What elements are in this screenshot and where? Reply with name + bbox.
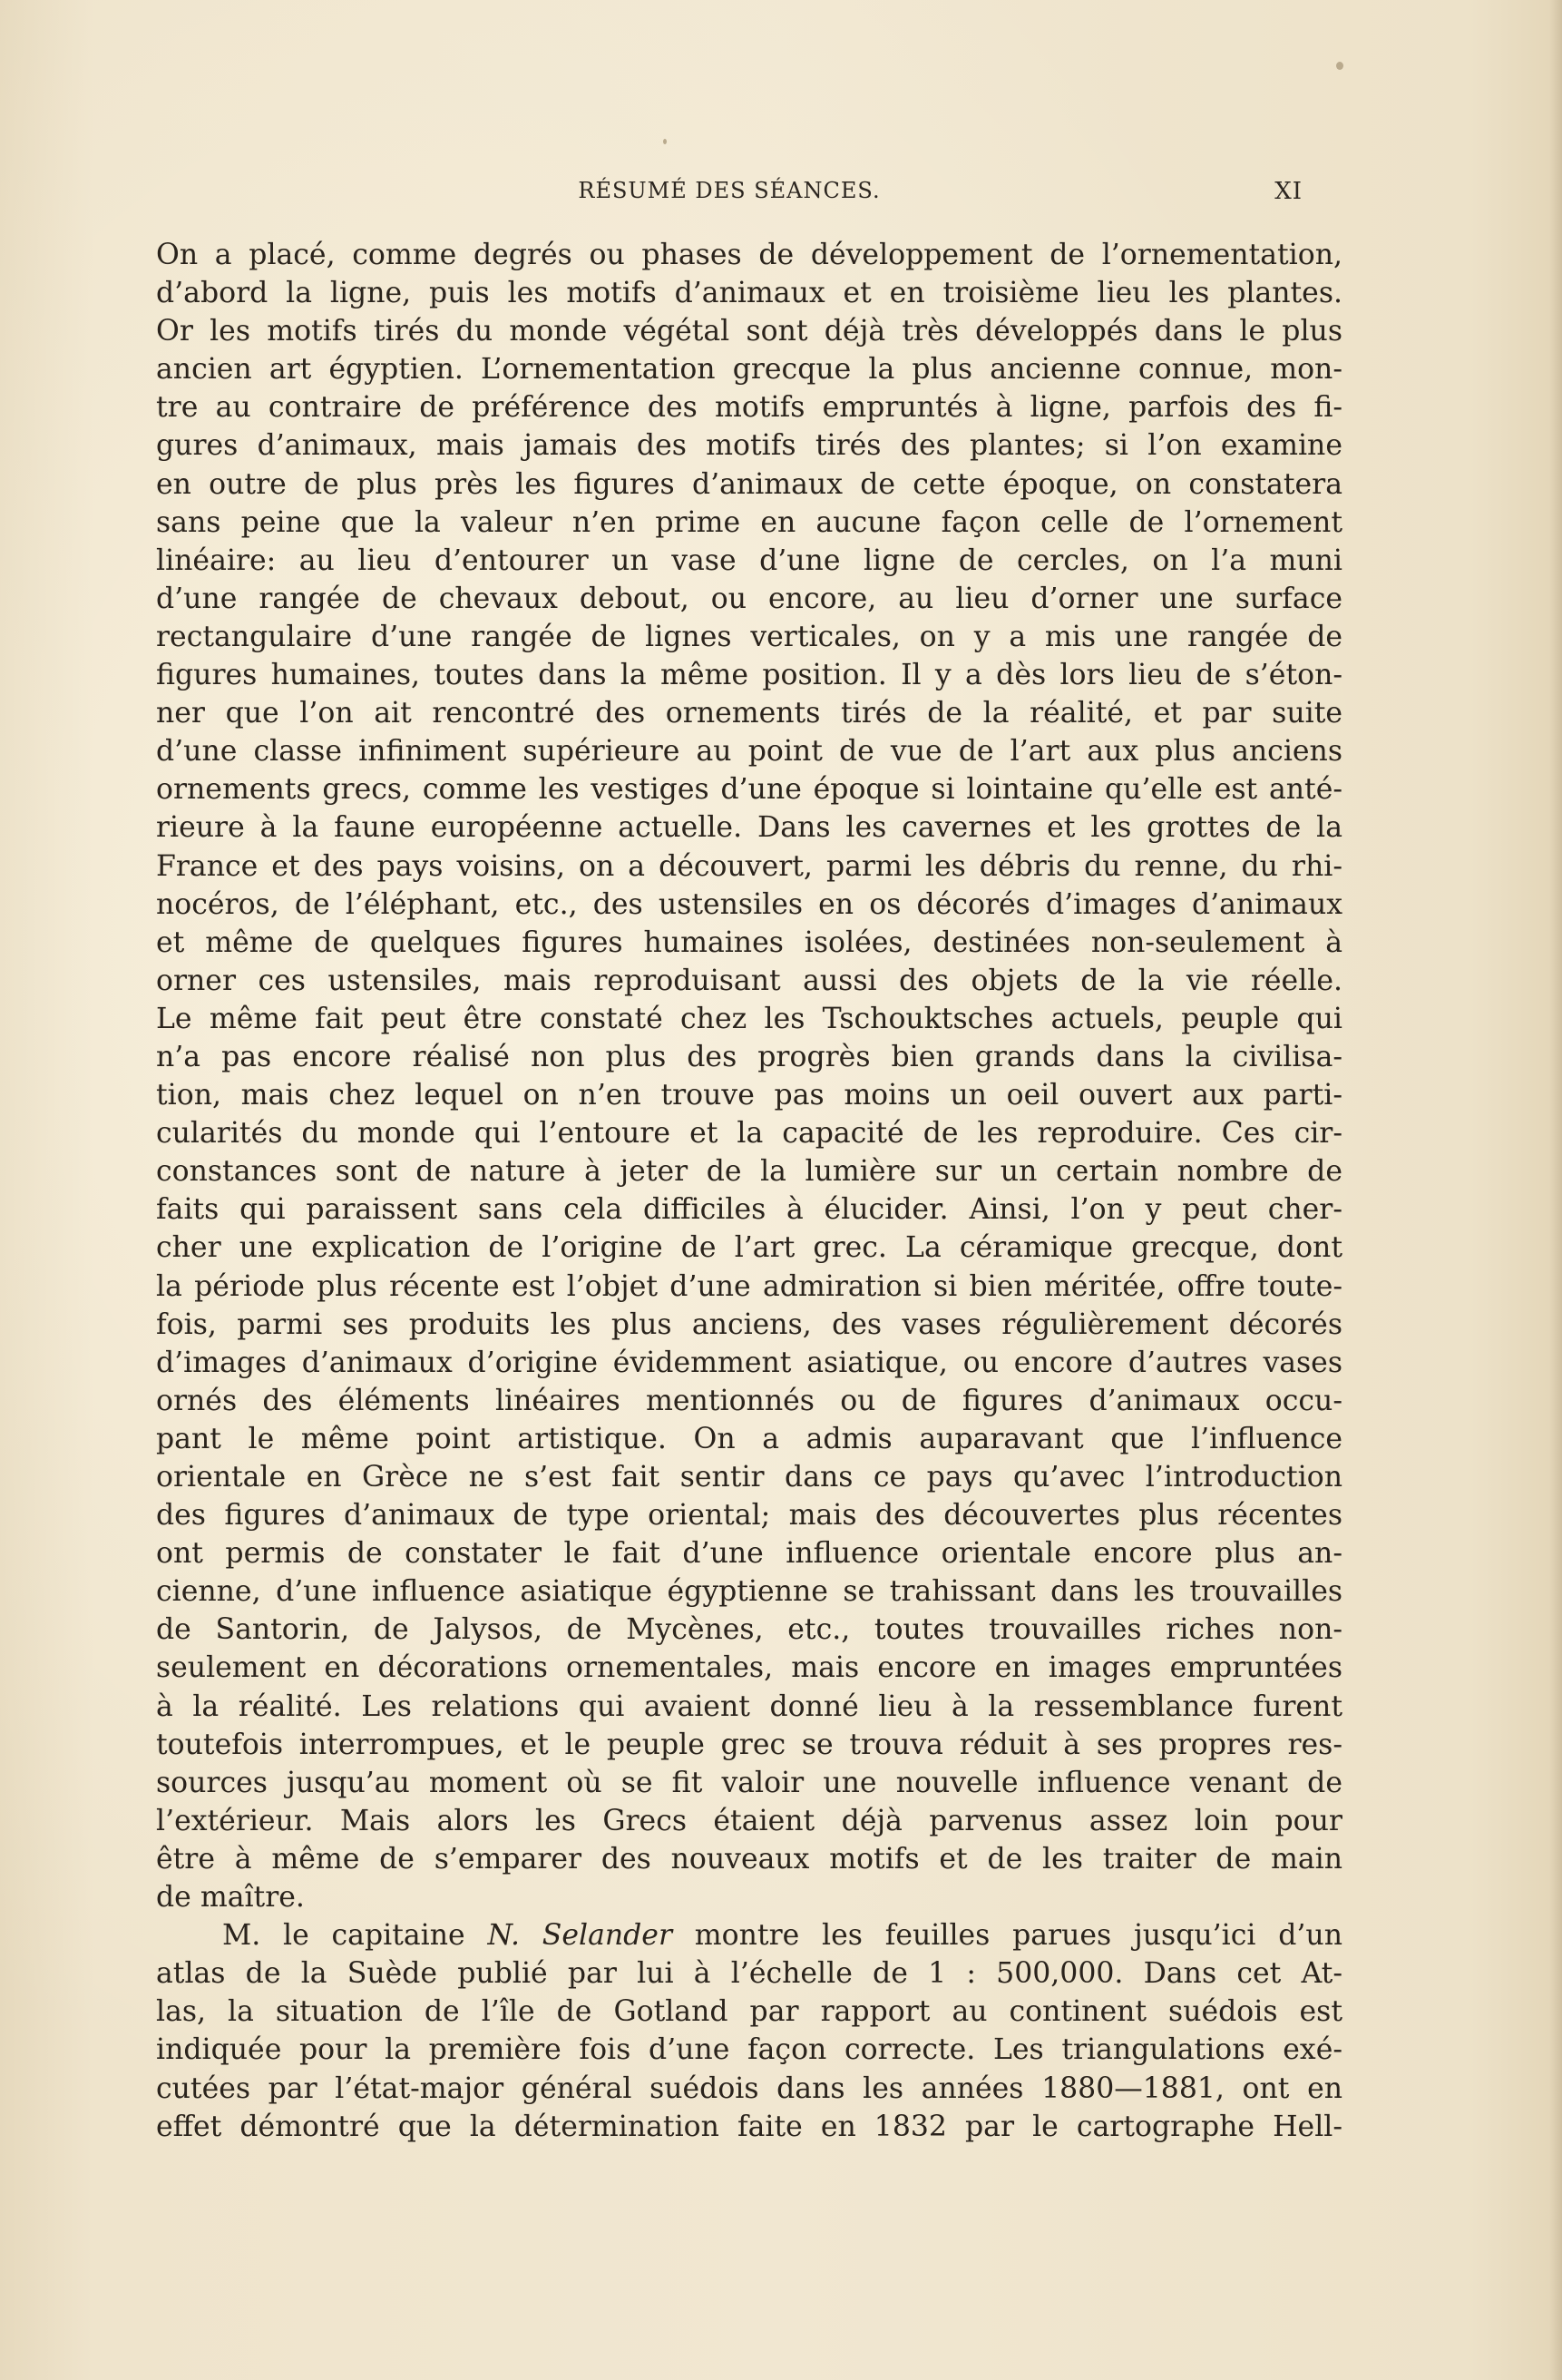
text-line: tre au contraire de préférence des motifs empruntés à ligne, parfois des fi- bbox=[156, 391, 1342, 425]
text-line: toutefois interrompues, et le peuple grec se trouva réduit à ses propres res- bbox=[156, 1728, 1342, 1761]
text-line: d’abord la ligne, puis les motifs d’animaux et en troisième lieu les plantes. bbox=[156, 277, 1342, 310]
body-text bbox=[156, 236, 1342, 2146]
text-line: d’images d’animaux d’origine évidemment asiatique, ou encore d’autres vases bbox=[156, 1346, 1342, 1379]
text-line: d’une rangée de chevaux debout, ou encore, au lieu d’orner une surface bbox=[156, 582, 1342, 615]
text-line: être à même de s’emparer des nouveaux motifs et de les traiter de main bbox=[156, 1842, 1342, 1876]
text-line: tion, mais chez lequel on n’en trouve pas moins un oeil ouvert aux parti- bbox=[156, 1079, 1342, 1112]
text-line-first bbox=[156, 1916, 1342, 1954]
text-line: constances sont de nature à jeter de la lumière sur un certain nombre de bbox=[156, 1155, 1342, 1189]
text-line: rieure à la faune européenne actuelle. Dans les cavernes et les grottes de la bbox=[156, 811, 1342, 845]
text-line: cutées par l’état-major général suédois dans les années 1880—1881, ont en bbox=[156, 2071, 1342, 2105]
text-line: Or les motifs tirés du monde végétal sont déjà très développés dans le plus bbox=[156, 315, 1342, 348]
page-binding-shadow bbox=[1549, 0, 1562, 2380]
page-header bbox=[156, 178, 1303, 214]
text-line: gures d’animaux, mais jamais des motifs tirés des plantes; si l’on examine bbox=[156, 429, 1342, 463]
text-line: cienne, d’une influence asiatique égyptienne se trahissant dans les trouvailles bbox=[156, 1575, 1342, 1609]
text-line: nocéros, de l’éléphant, etc., des ustensiles en os décorés d’images d’animaux bbox=[156, 887, 1342, 921]
text-line: et même de quelques figures humaines isolées, destinées non-seulement à bbox=[156, 926, 1342, 959]
text-line: atlas de la Suède publié par lui à l’échelle de 1 : 500,000. Dans cet At- bbox=[156, 1957, 1342, 1991]
line-prefix: M. le capitaine bbox=[222, 1919, 488, 1953]
text-line: sans peine que la valeur n’en prime en aucune façon celle de l’ornement bbox=[156, 505, 1342, 539]
text-line: ornés des éléments linéaires mentionnés ou de figures d’animaux occu- bbox=[156, 1384, 1342, 1417]
text-line: cher une explication de l’origine de l’art grec. La céramique grecque, dont bbox=[156, 1231, 1342, 1265]
text-line: figures humaines, toutes dans la même position. Il y a dès lors lieu de s’éton- bbox=[156, 659, 1342, 692]
text-line: ner que l’on ait rencontré des ornements tirés de la réalité, et par suite bbox=[156, 697, 1342, 730]
text-line: faits qui paraissent sans cela difficiles à élucider. Ainsi, l’on y peut cher- bbox=[156, 1193, 1342, 1227]
text-line: la période plus récente est l’objet d’une admiration si bien méritée, offre toute- bbox=[156, 1269, 1342, 1303]
text-line: France et des pays voisins, on a découvert, parmi les débris du renne, du rhi- bbox=[156, 849, 1342, 883]
text-line: pant le même point artistique. On a admis auparavant que l’influence bbox=[156, 1422, 1342, 1455]
text-line: linéaire: au lieu d’entourer un vase d’une ligne de cercles, on l’a muni bbox=[156, 544, 1342, 577]
text-line: ont permis de constater le fait d’une influence orientale encore plus an- bbox=[156, 1537, 1342, 1571]
text-line: Le même fait peut être constaté chez les Tschouktsches actuels, peuple qui bbox=[156, 1002, 1342, 1035]
text-line: fois, parmi ses produits les plus anciens, des vases régulièrement décorés bbox=[156, 1308, 1342, 1341]
text-line: seulement en décorations ornementales, mais encore en images empruntées bbox=[156, 1651, 1342, 1685]
text-line: n’a pas encore réalisé non plus des progrès bien grands dans la civilisa- bbox=[156, 1040, 1342, 1073]
paragraph-selander bbox=[156, 1916, 1342, 2146]
text-line: d’une classe infiniment supérieure au point de vue de l’art aux plus anciens bbox=[156, 735, 1342, 769]
running-title: RÉSUMÉ DES SÉANCES. bbox=[578, 178, 881, 203]
text-line: ornements grecs, comme les vestiges d’une époque si lointaine qu’elle est anté- bbox=[156, 773, 1342, 807]
text-line: en outre de plus près les figures d’animaux de cette époque, on constatera bbox=[156, 467, 1342, 501]
paragraph-ornamentation bbox=[156, 236, 1342, 1916]
text-line: à la réalité. Les relations qui avaient donné lieu à la ressemblance furent bbox=[156, 1690, 1342, 1723]
text-line: On a placé, comme degrés ou phases de développement de l’ornementation, bbox=[156, 239, 1342, 271]
text-line: cularités du monde qui l’entoure et la capacité de les reproduire. Ces cir- bbox=[156, 1117, 1342, 1151]
text-line: las, la situation de l’île de Gotland par rapport au continent suédois est bbox=[156, 1995, 1342, 2029]
paper-speck bbox=[663, 139, 667, 144]
text-line: ancien art égyptien. L’ornementation grecque la plus ancienne connue, mon- bbox=[156, 353, 1342, 387]
line-suffix: montre les feuilles parues jusqu’ici d’un bbox=[672, 1919, 1342, 1953]
text-line: de maître. bbox=[156, 1881, 305, 1915]
text-line: orientale en Grèce ne s’est fait sentir dans ce pays qu’avec l’introduction bbox=[156, 1461, 1342, 1494]
text-line: l’extérieur. Mais alors les Grecs étaient déjà parvenus assez loin pour bbox=[156, 1804, 1342, 1837]
speaker-name: N. Selander bbox=[487, 1919, 673, 1953]
text-line: des figures d’animaux de type oriental; mais des découvertes plus récentes bbox=[156, 1499, 1342, 1533]
text-line: sources jusqu’au moment où se fit valoir une nouvelle influence venant de bbox=[156, 1766, 1342, 1799]
paper-speck bbox=[1336, 62, 1343, 70]
text-line: orner ces ustensiles, mais reproduisant aussi des objets de la vie réelle. bbox=[156, 964, 1342, 997]
text-line: indiquée pour la première fois d’une façon correcte. Les triangulations exé- bbox=[156, 2033, 1342, 2067]
page-number: XI bbox=[1274, 178, 1303, 205]
text-line: rectangulaire d’une rangée de lignes verticales, on y a mis une rangée de bbox=[156, 620, 1342, 653]
text-line: effet démontré que la détermination faite en 1832 par le cartographe Hell- bbox=[156, 2110, 1342, 2143]
text-line: de Santorin, de Jalysos, de Mycènes, etc., toutes trouvailles riches non- bbox=[156, 1613, 1342, 1647]
